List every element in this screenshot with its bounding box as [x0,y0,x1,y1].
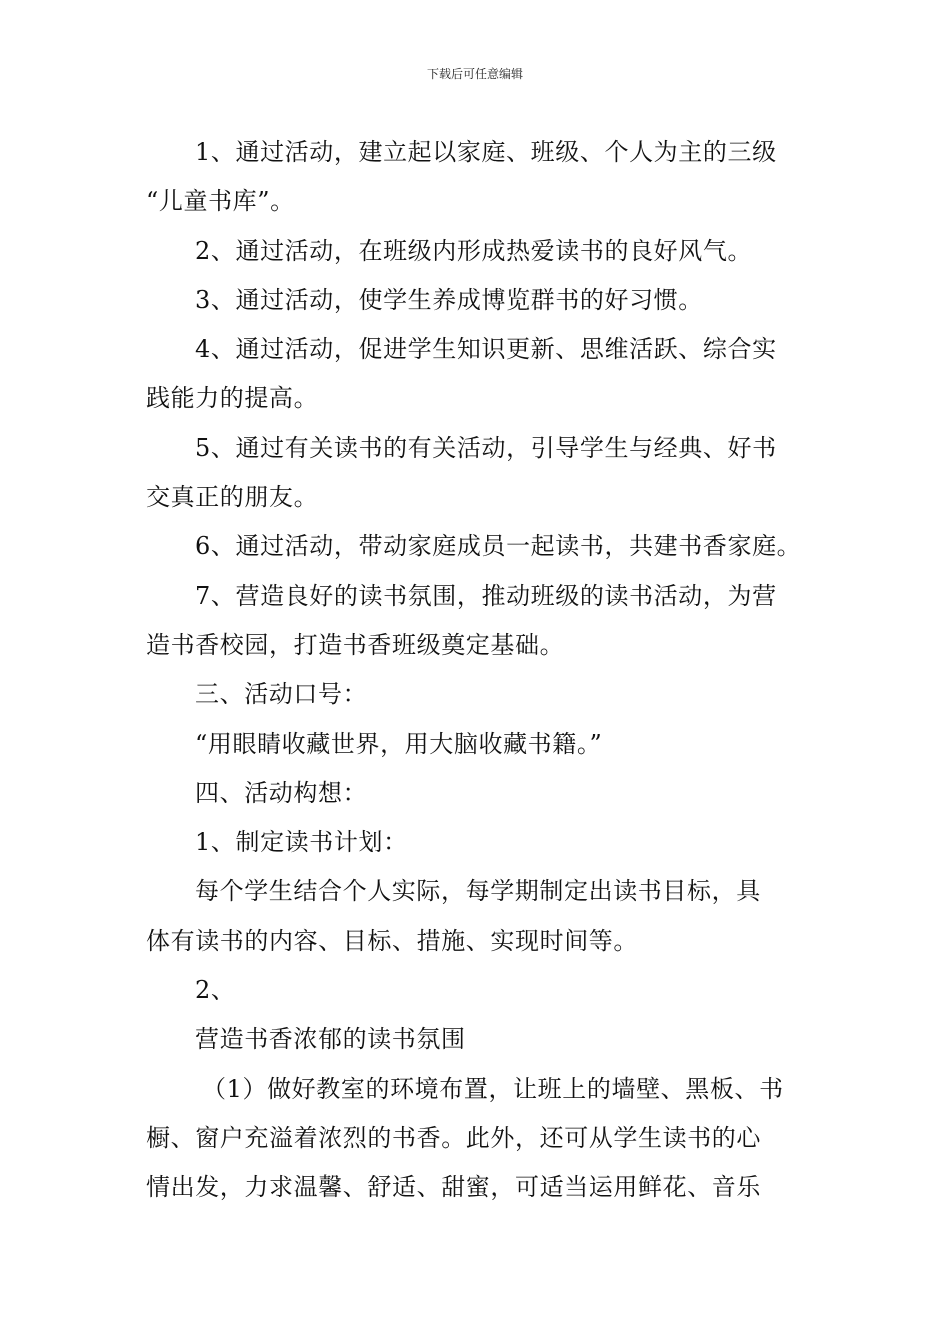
paragraph-line: 体有读书的内容、目标、措施、实现时间等。 [146,926,638,955]
paragraph-line: 造书香校园，打造书香班级奠定基础。 [146,630,565,659]
subsection-heading: 1、制定读书计划： [195,828,408,857]
paragraph-line: 情出发，力求温馨、舒适、甜蜜，可适当运用鲜花、音乐 [146,1173,761,1202]
paragraph-line: 4、通过活动，促进学生知识更新、思维活跃、综合实 [195,335,777,364]
paragraph-line: 5、通过有关读书的有关活动，引导学生与经典、好书 [195,433,777,462]
paragraph-line: （1）做好教室的环境布置，让班上的墙壁、黑板、书 [202,1074,784,1103]
paragraph-line: 践能力的提高。 [146,384,319,413]
paragraph-line: 3、通过活动，使学生养成博览群书的好习惯。 [195,285,703,314]
paragraph-line: 6、通过活动，带动家庭成员一起读书，共建书香家庭。 [195,532,802,561]
subsection-number: 2、 [195,976,236,1005]
paragraph-line: 每个学生结合个人实际，每学期制定出读书目标，具 [195,877,761,906]
paragraph-line: 交真正的朋友。 [146,483,319,512]
section-heading: 四、活动构想： [195,778,368,807]
paragraph-line: 橱、窗户充溢着浓烈的书香。此外，还可从学生读书的心 [146,1123,761,1152]
paragraph-line: 2、通过活动，在班级内形成热爱读书的良好风气。 [195,236,753,265]
document-body [146,128,806,1213]
paragraph-line: 1、通过活动，建立起以家庭、班级、个人为主的三级 [195,138,777,166]
page-header: 下载后可任意编辑 [426,67,523,81]
paragraph-line: 7、营造良好的读书氛围，推动班级的读书活动，为营 [195,581,777,610]
subsection-heading: 营造书香浓郁的读书氛围 [195,1025,466,1054]
slogan-line: “用眼睛收藏世界，用大脑收藏书籍。” [195,729,603,758]
paragraph-line: “儿童书库”。 [146,187,295,216]
section-heading: 三、活动口号： [195,680,368,709]
